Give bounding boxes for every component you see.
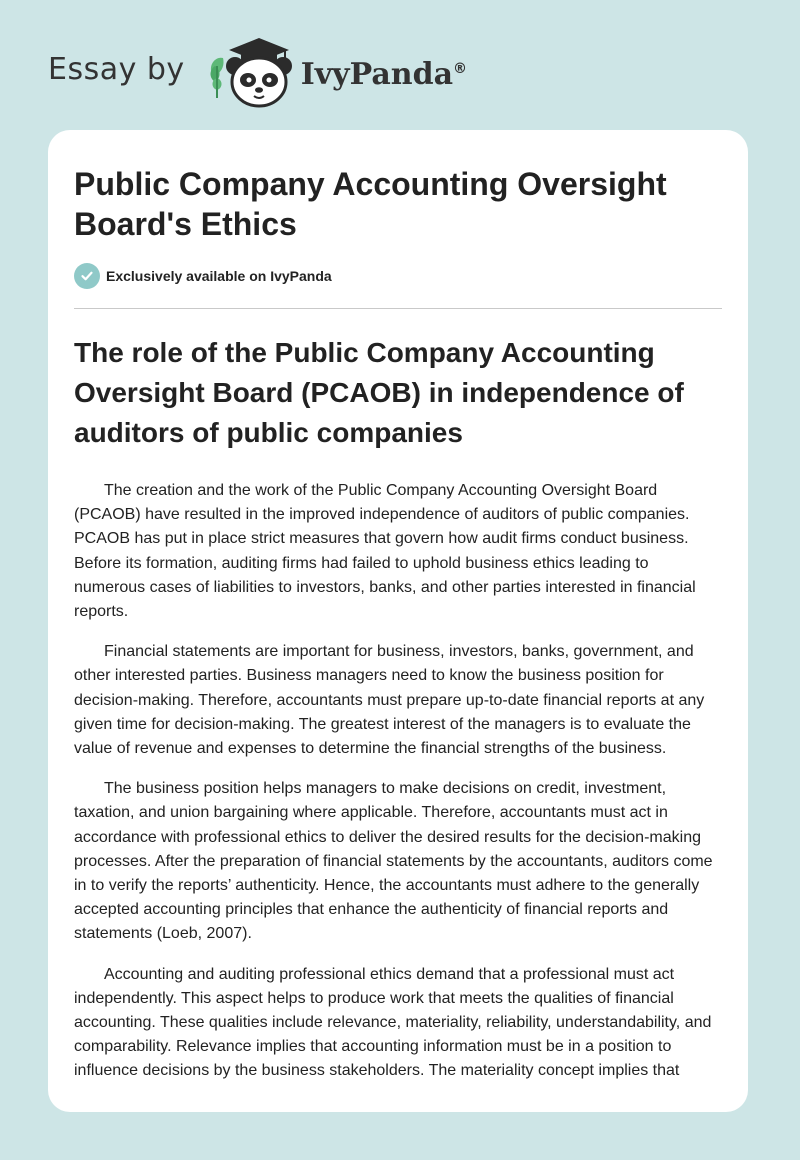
ivypanda-logo-link[interactable]	[203, 36, 467, 108]
paragraph: The business position helps managers to make decisions on credit, investment, taxation, and union bargaining where applicable. Therefore, accountants must act in accordance with professional ethics to deliver the desired results for the decision-making processes. After the preparation of financial statements by the accountants, auditors come in to verify the reports’ authenticity. Hence, the accountants must adhere to the generally accepted accounting principles that enhance the authenticity of financial reports and statements (Loeb, 2007).	[74, 780, 713, 943]
paragraph: Financial statements are important for business, investors, banks, government, and other interested parties. Business managers need to know the business position for decision-making. Therefore, accountants must prepare up-to-date financial reports at any given time for decision-making. The greatest interest of the managers is to evaluate the value of revenue and expenses to determine the financial strengths of the business.	[74, 643, 705, 758]
brand-name: IvyPanda®	[300, 56, 468, 92]
essay-title: Public Company Accounting Oversight Board's Ethics	[74, 166, 667, 242]
essay-content	[74, 130, 722, 1100]
exclusive-badge	[74, 262, 722, 290]
essay-card	[48, 130, 748, 1112]
exclusive-badge-label: Exclusively available on IvyPanda	[106, 268, 332, 284]
paragraph: Accounting and auditing professional ethics demand that a professional must act independently. This aspect helps to produce work that meets the qualities of financial accounting. These qualities include relevance, materiality, reliability, understandability, and comparability. Relevance implies that accounting information must be in a position to influence decisions by the business stakeholders. The materiality concept implies that	[74, 965, 712, 1080]
section-heading: The role of the Public Company Accounting Oversight Board (PCAOB) in independence of auditors of public companies	[74, 337, 684, 448]
essay-body	[74, 479, 722, 1084]
essay-by-label: Essay by	[48, 51, 185, 87]
divider	[74, 308, 722, 309]
check-circle-icon	[74, 263, 100, 289]
registered-mark: ®	[453, 60, 468, 77]
panda-graduate-icon	[203, 36, 295, 108]
paragraph: The creation and the work of the Public Company Accounting Oversight Board (PCAOB) have resulted in the improved independence of auditors of public companies. PCAOB has put in place strict measures that govern how audit firms conduct business. Before its formation, auditing firms had failed to uphold business ethics leading to numerous cases of liabilities to investors, banks, and other parties interested in financial reports.	[74, 482, 696, 621]
site-header	[48, 36, 467, 108]
